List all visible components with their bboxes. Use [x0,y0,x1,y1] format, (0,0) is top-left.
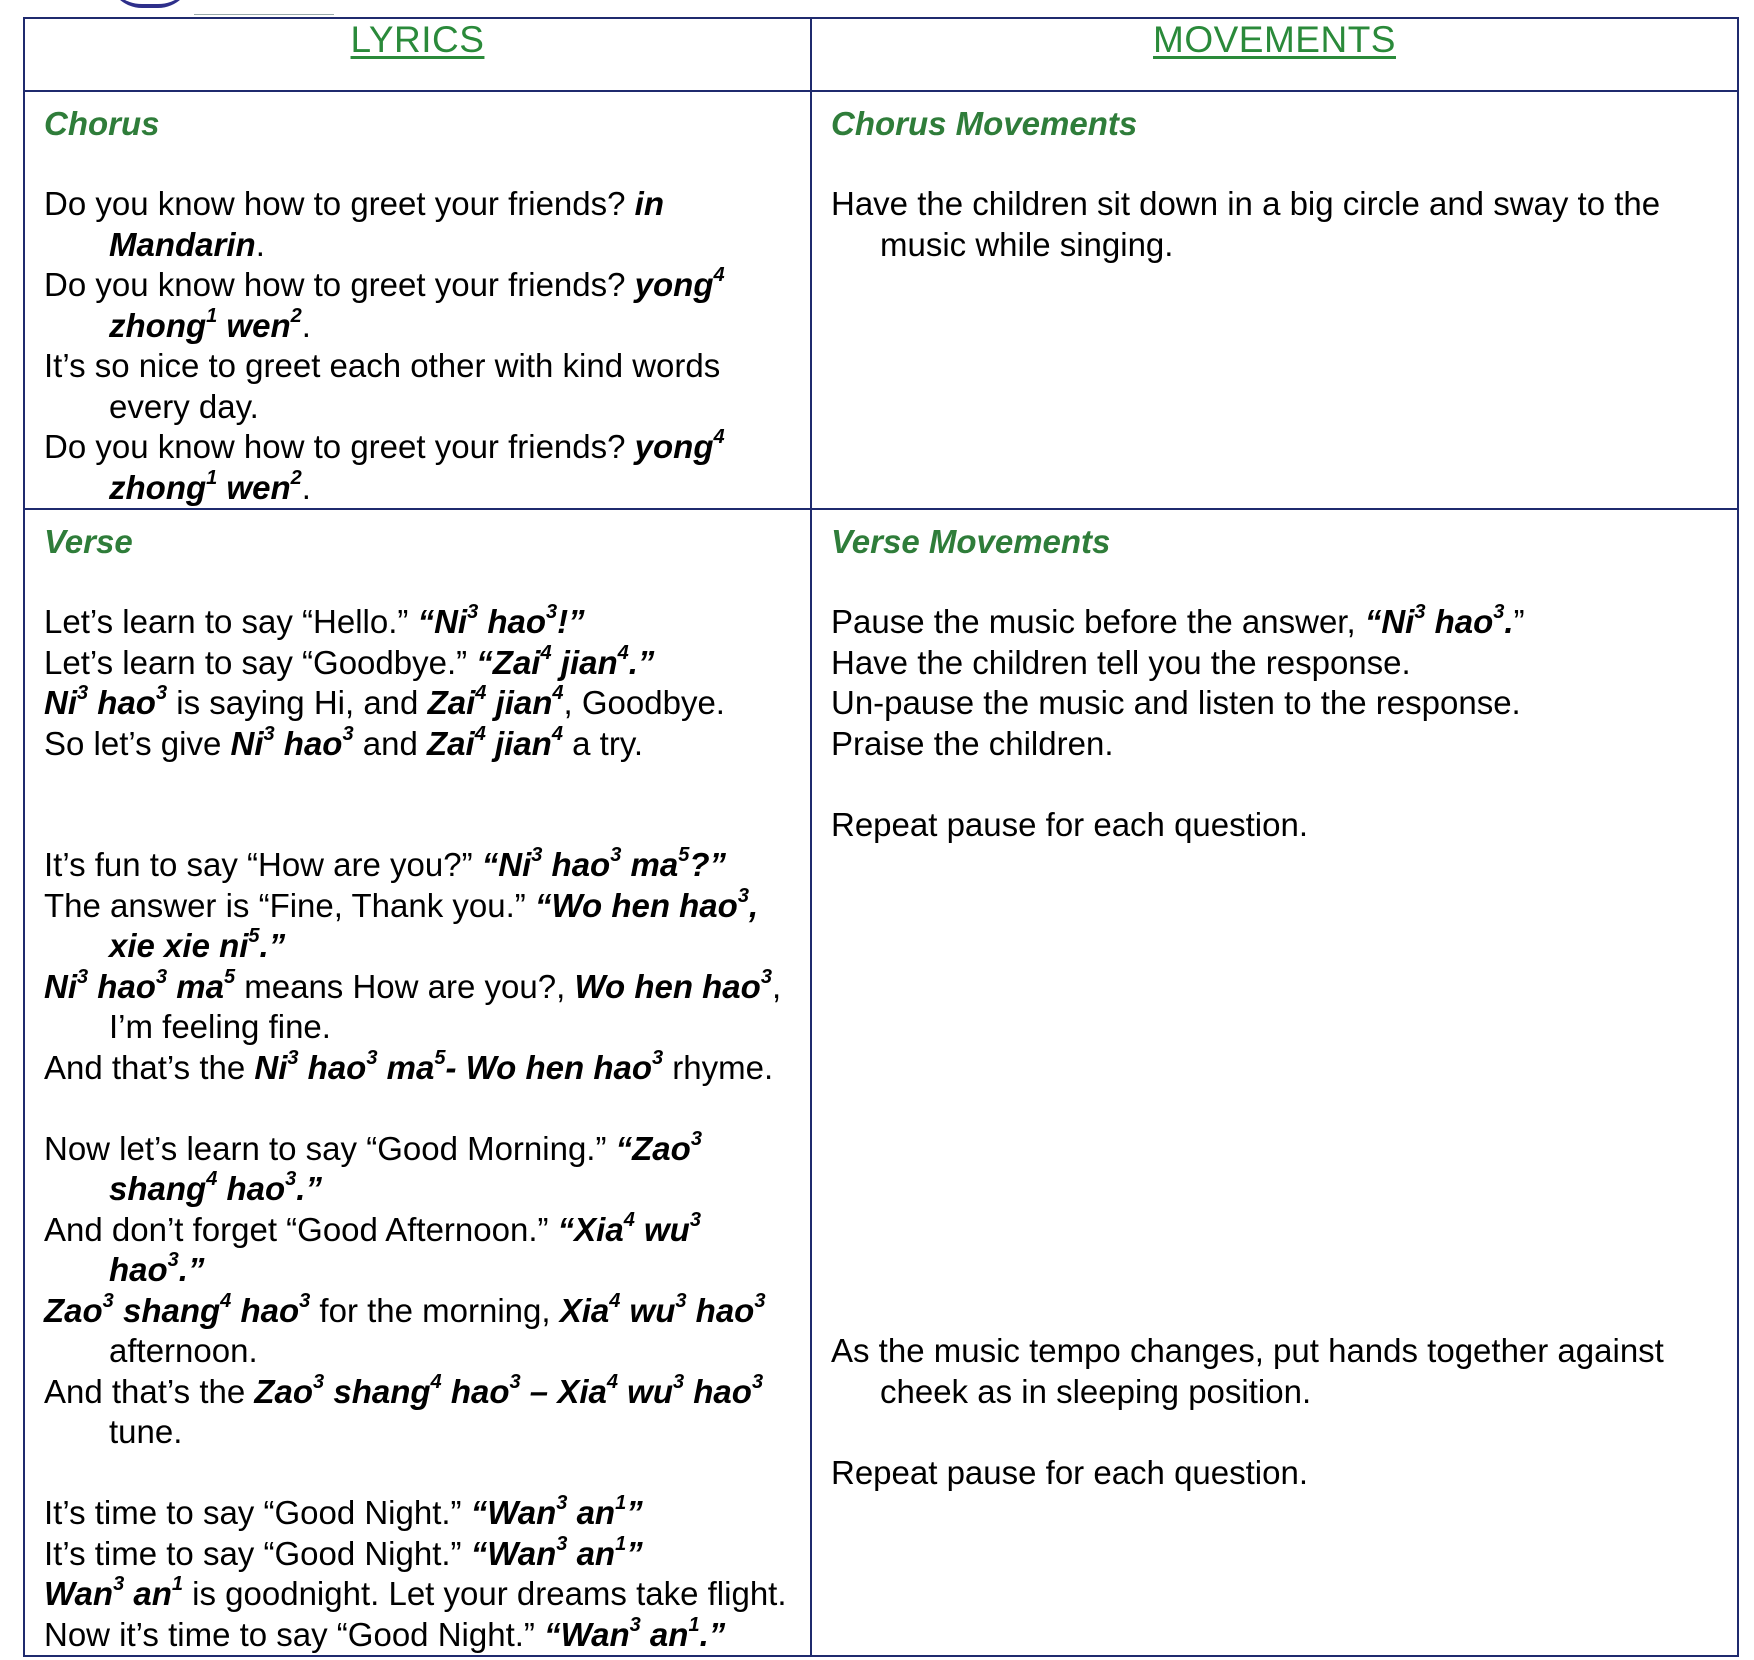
chorus-title: Chorus [44,105,160,142]
text-line: Repeat pause for each question. [831,805,1309,843]
text-line: Repeat pause for each question. [831,1453,1309,1491]
text-line: Praise the children. [831,724,1114,762]
verse-group-4 [44,1493,800,1655]
text-line: Now let’s learn to say “Good Morning.” “Zao$^3$ shang$^4$ hao$^3$.” [44,1127,702,1207]
text-line: Ni$^3$ hao$^3$ is saying Hi, and Zai$^4$ jian$^4$, Goodbye. [44,682,725,721]
text-line: Let’s learn to say “Hello.” “Ni$^3$ hao$^3$!” [44,601,585,640]
text-line: So let’s give Ni$^3$ hao$^3$ and Zai$^4$ jian$^4$ a try. [44,722,644,762]
chorus-lines [44,184,800,508]
text-line: The answer is “Fine, Thank you.” “Wo hen hao$^3$, xie xie $ni^5$.” [44,884,759,964]
text-line: Ni$^3$ hao$^3$ $ma^5$ means How are you?, Wo hen hao$^3$, I’m feeling fine. [44,965,782,1045]
text-line: As the music tempo changes, put hands together against cheek as in sleeping position. [831,1332,1664,1410]
chorus-movements-title: Chorus Movements [831,105,1138,142]
chorus-lyrics-cell [24,91,811,509]
verse-movements-cell [811,509,1738,1656]
text-line: Have the children sit down in a big circle and sway to the music while singing. [831,185,1661,263]
text-line: It’s so nice to greet each other with kind words every day. [44,347,721,425]
text-line: Now it’s time to say “Good Night.” “Wan$^3$ $an^1$.” [44,1613,726,1653]
text-line: And don’t forget “Good Afternoon.” “Xia$^4$ $wu^3$ hao$^3$.” [44,1208,701,1288]
text-line: Zao$^3$ shang$^4$ hao$^3$ for the morning, Xia$^4$ $wu^3$ hao$^3$ afternoon. [44,1289,766,1369]
verse-movements-b [831,1331,1727,1412]
text-line: It’s time to say “Good Night.” “Wan$^3$ $an^1$” [44,1532,643,1572]
verse-title: Verse [44,523,133,560]
verse-row [24,509,1738,1656]
text-line: And that’s the Ni$^3$ hao$^3$ $ma^5-$ Wo hen hao$^3$ rhyme. [44,1046,774,1086]
movements-header: MOVEMENTS [1153,19,1396,60]
verse-group-1 [44,602,800,764]
chorus-movements-cell [811,91,1738,509]
verse-group-3 [44,1129,800,1453]
text-line: Do you know how to greet your friends? yong$^4$ zhong$^1$ wen$^2$. [44,426,725,506]
text-line: And that’s the Zao$^3$ shang$^4$ hao$^3$ – Xia$^4$ $wu^3$ hao$^3$ tune. [44,1370,764,1450]
logo-fragment [108,0,192,8]
text-line: Let’s learn to say “Goodbye.” “Zai$^4$ jian$^4$.” [44,641,655,681]
verse-movements-a [831,602,1727,764]
chorus-movements [831,184,1727,265]
verse-movements-a-repeat [831,805,1727,846]
text-line: Do you know how to greet your friends? yong$^4$ zhong$^1$ wen$^2$. [44,264,725,344]
movements-header-cell [811,18,1738,91]
text-line: It’s time to say “Good Night.” “Wan$^3$ $an^1$” [44,1492,643,1531]
text-line: It’s fun to say “How are you?” “Ni$^3$ hao$^3$ $ma^5$?” [44,844,727,883]
lyrics-header: LYRICS [350,19,485,60]
text-line: Have the children tell you the response. [831,643,1411,681]
chorus-row [24,91,1738,509]
verse-movements-title: Verse Movements [831,523,1111,560]
lyrics-movements-table [23,17,1739,1657]
top-rule [194,14,334,15]
lyrics-header-cell [24,18,811,91]
text-line: Un-pause the music and listen to the response. [831,684,1521,721]
verse-group-2 [44,845,800,1088]
verse-movements-b-repeat [831,1453,1727,1494]
text-line: Do you know how to greet your friends? in Mandarin. [44,185,664,263]
text-line: Wan$^3$ $an^1$ is goodnight. Let your dreams take flight. [44,1573,787,1612]
text-line: Pause the music before the answer, “Ni$^3$ hao$^3$.” [831,601,1525,640]
header-row [24,18,1738,91]
verse-lyrics-cell [24,509,811,1656]
